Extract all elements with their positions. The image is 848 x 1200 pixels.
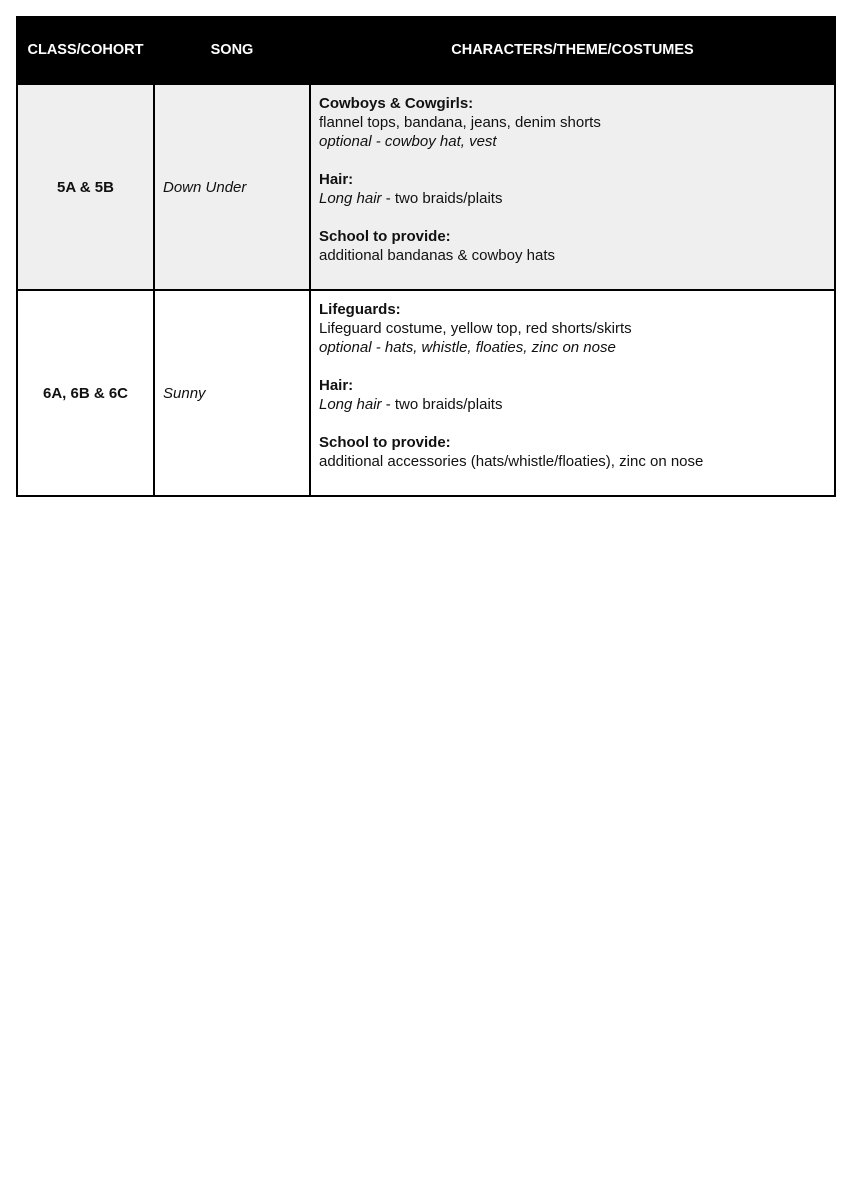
song-cell: Down Under <box>154 84 310 290</box>
hair-style: Long hair <box>319 190 382 207</box>
hair-heading: Hair: <box>319 377 354 394</box>
table-row <box>17 84 835 290</box>
costume-text: Lifeguard costume, yellow top, red shorts/skirts <box>319 320 632 337</box>
details-cell <box>310 290 835 496</box>
header-song: SONG <box>154 17 310 84</box>
cohort-cell: 5A & 5B <box>17 84 154 290</box>
costume-text: flannel tops, bandana, jeans, denim shorts <box>319 114 601 131</box>
hair-style: Long hair <box>319 396 382 413</box>
school-heading: School to provide: <box>319 434 451 451</box>
character-heading: Cowboys & Cowgirls: <box>319 95 474 112</box>
table-row <box>17 290 835 496</box>
school-items: additional bandanas & cowboy hats <box>319 247 556 264</box>
spacer <box>319 151 826 170</box>
document-page <box>16 16 834 497</box>
cohort-cell: 6A, 6B & 6C <box>17 290 154 496</box>
hair-detail: - two braids/plaits <box>381 396 503 413</box>
song-cell: Sunny <box>154 290 310 496</box>
spacer <box>319 208 826 227</box>
optional-text: optional - hats, whistle, floaties, zinc on nose <box>319 339 616 356</box>
hair-line <box>319 189 826 208</box>
header-class-cohort: CLASS/COHORT <box>17 17 154 84</box>
costume-table <box>16 16 836 497</box>
spacer <box>319 357 826 376</box>
optional-text: optional - cowboy hat, vest <box>319 133 497 150</box>
spacer <box>319 414 826 433</box>
details-cell <box>310 84 835 290</box>
table-header-row <box>17 17 835 84</box>
hair-line <box>319 395 826 414</box>
header-characters-theme-costumes: CHARACTERS/THEME/COSTUMES <box>310 17 835 84</box>
hair-detail: - two braids/plaits <box>381 190 503 207</box>
school-heading: School to provide: <box>319 228 451 245</box>
school-items: additional accessories (hats/whistle/floaties), zinc on nose <box>319 453 704 470</box>
character-heading: Lifeguards: <box>319 301 401 318</box>
hair-heading: Hair: <box>319 171 354 188</box>
